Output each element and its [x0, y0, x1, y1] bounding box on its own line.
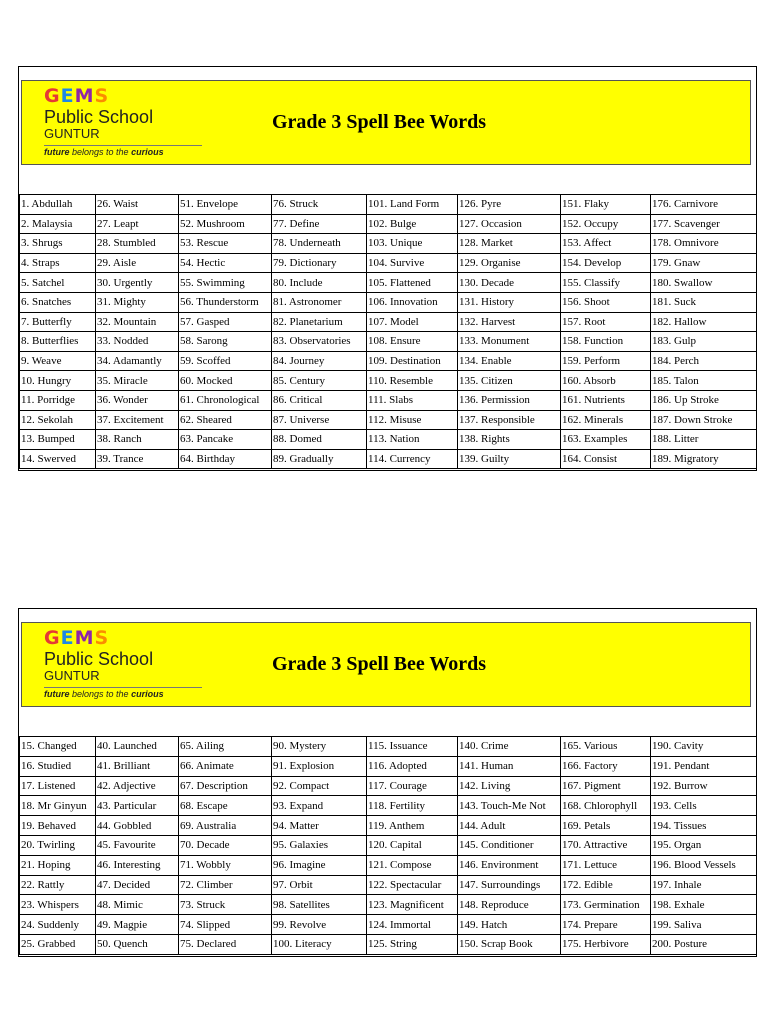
school-city: GUNTUR	[44, 126, 100, 141]
word-cell: 61. Chronological	[179, 390, 272, 410]
word-cell: 25. Grabbed	[20, 934, 96, 954]
gems-logo-icon: GEMS	[44, 85, 110, 107]
word-cell: 169. Petals	[561, 816, 651, 836]
word-cell: 165. Various	[561, 737, 651, 757]
word-cell: 8. Butterflies	[20, 332, 96, 352]
word-cell: 12. Sekolah	[20, 410, 96, 430]
word-cell: 55. Swimming	[179, 273, 272, 293]
table-row	[20, 273, 757, 293]
word-cell: 83. Observatories	[272, 332, 367, 352]
word-cell: 153. Affect	[561, 234, 651, 254]
word-cell: 141. Human	[458, 756, 561, 776]
table-row	[20, 796, 757, 816]
table-row	[20, 332, 757, 352]
word-cell: 171. Lettuce	[561, 855, 651, 875]
word-cell: 44. Gobbled	[96, 816, 179, 836]
school-city: GUNTUR	[44, 668, 100, 683]
table-row	[20, 776, 757, 796]
word-cell: 53. Rescue	[179, 234, 272, 254]
word-cell: 91. Explosion	[272, 756, 367, 776]
word-cell: 74. Slipped	[179, 915, 272, 935]
word-cell: 174. Prepare	[561, 915, 651, 935]
word-cell: 101. Land Form	[367, 195, 458, 215]
word-cell: 36. Wonder	[96, 390, 179, 410]
school-logo	[44, 628, 204, 703]
word-cell: 29. Aisle	[96, 253, 179, 273]
table-row	[20, 312, 757, 332]
word-cell: 4. Straps	[20, 253, 96, 273]
word-cell: 168. Chlorophyll	[561, 796, 651, 816]
word-cell: 139. Guilty	[458, 449, 561, 469]
word-cell: 16. Studied	[20, 756, 96, 776]
table-row	[20, 253, 757, 273]
table-row	[20, 195, 757, 215]
word-cell: 183. Gulp	[651, 332, 757, 352]
table-row	[20, 410, 757, 430]
table-row	[20, 895, 757, 915]
table-row	[20, 430, 757, 450]
word-cell: 116. Adopted	[367, 756, 458, 776]
page-title: Grade 3 Spell Bee Words	[272, 111, 487, 133]
word-cell: 13. Bumped	[20, 430, 96, 450]
word-cell: 6. Snatches	[20, 292, 96, 312]
word-cell: 60. Mocked	[179, 371, 272, 391]
word-cell: 115. Issuance	[367, 737, 458, 757]
word-cell: 63. Pancake	[179, 430, 272, 450]
word-cell: 34. Adamantly	[96, 351, 179, 371]
word-cell: 92. Compact	[272, 776, 367, 796]
word-cell: 24. Suddenly	[20, 915, 96, 935]
word-cell: 79. Dictionary	[272, 253, 367, 273]
word-cell: 35. Miracle	[96, 371, 179, 391]
word-cell: 54. Hectic	[179, 253, 272, 273]
word-cell: 191. Pendant	[651, 756, 757, 776]
word-cell: 114. Currency	[367, 449, 458, 469]
table-row	[20, 449, 757, 469]
word-cell: 37. Excitement	[96, 410, 179, 430]
word-cell: 42. Adjective	[96, 776, 179, 796]
word-cell: 182. Hallow	[651, 312, 757, 332]
word-cell: 149. Hatch	[458, 915, 561, 935]
word-cell: 160. Absorb	[561, 371, 651, 391]
word-cell: 188. Litter	[651, 430, 757, 450]
word-cell: 110. Resemble	[367, 371, 458, 391]
word-cell: 33. Nodded	[96, 332, 179, 352]
word-cell: 189. Migratory	[651, 449, 757, 469]
word-cell: 3. Shrugs	[20, 234, 96, 254]
word-cell: 103. Unique	[367, 234, 458, 254]
page-title: Grade 3 Spell Bee Words	[272, 653, 487, 675]
word-cell: 69. Australia	[179, 816, 272, 836]
word-cell: 15. Changed	[20, 737, 96, 757]
word-cell: 75. Declared	[179, 934, 272, 954]
word-cell: 119. Anthem	[367, 816, 458, 836]
word-cell: 126. Pyre	[458, 195, 561, 215]
word-cell: 125. String	[367, 934, 458, 954]
word-cell: 26. Waist	[96, 195, 179, 215]
word-cell: 43. Particular	[96, 796, 179, 816]
word-cell: 105. Flattened	[367, 273, 458, 293]
word-cell: 107. Model	[367, 312, 458, 332]
word-cell: 120. Capital	[367, 835, 458, 855]
word-cell: 85. Century	[272, 371, 367, 391]
word-cell: 123. Magnificent	[367, 895, 458, 915]
word-cell: 7. Butterfly	[20, 312, 96, 332]
word-cell: 90. Mystery	[272, 737, 367, 757]
word-cell: 132. Harvest	[458, 312, 561, 332]
word-cell: 82. Planetarium	[272, 312, 367, 332]
word-cell: 46. Interesting	[96, 855, 179, 875]
word-cell: 100. Literacy	[272, 934, 367, 954]
word-cell: 181. Suck	[651, 292, 757, 312]
word-cell: 195. Organ	[651, 835, 757, 855]
word-cell: 57. Gasped	[179, 312, 272, 332]
word-cell: 187. Down Stroke	[651, 410, 757, 430]
word-cell: 140. Crime	[458, 737, 561, 757]
header-banner	[21, 622, 751, 707]
word-cell: 21. Hoping	[20, 855, 96, 875]
word-cell: 144. Adult	[458, 816, 561, 836]
word-cell: 157. Root	[561, 312, 651, 332]
word-cell: 19. Behaved	[20, 816, 96, 836]
table-row	[20, 934, 757, 954]
word-cell: 172. Edible	[561, 875, 651, 895]
school-name: Public School	[44, 649, 154, 669]
word-cell: 198. Exhale	[651, 895, 757, 915]
word-cell: 184. Perch	[651, 351, 757, 371]
word-cell: 70. Decade	[179, 835, 272, 855]
word-cell: 143. Touch-Me Not	[458, 796, 561, 816]
word-cell: 47. Decided	[96, 875, 179, 895]
word-cell: 128. Market	[458, 234, 561, 254]
word-cell: 102. Bulge	[367, 214, 458, 234]
word-cell: 124. Immortal	[367, 915, 458, 935]
word-cell: 127. Occasion	[458, 214, 561, 234]
word-cell: 117. Courage	[367, 776, 458, 796]
table-row	[20, 915, 757, 935]
word-cell: 167. Pigment	[561, 776, 651, 796]
word-cell: 161. Nutrients	[561, 390, 651, 410]
word-cell: 87. Universe	[272, 410, 367, 430]
word-cell: 112. Misuse	[367, 410, 458, 430]
word-cell: 158. Function	[561, 332, 651, 352]
word-cell: 9. Weave	[20, 351, 96, 371]
word-cell: 200. Posture	[651, 934, 757, 954]
spell-bee-sheet-2	[18, 608, 757, 957]
word-cell: 51. Envelope	[179, 195, 272, 215]
word-cell: 10. Hungry	[20, 371, 96, 391]
word-cell: 45. Favourite	[96, 835, 179, 855]
table-row	[20, 835, 757, 855]
word-cell: 177. Scavenger	[651, 214, 757, 234]
word-cell: 135. Citizen	[458, 371, 561, 391]
table-row	[20, 756, 757, 776]
word-cell: 194. Tissues	[651, 816, 757, 836]
table-row	[20, 292, 757, 312]
word-cell: 108. Ensure	[367, 332, 458, 352]
table-row	[20, 737, 757, 757]
word-cell: 73. Struck	[179, 895, 272, 915]
school-tagline: future belongs to the curious	[44, 689, 164, 699]
word-cell: 136. Permission	[458, 390, 561, 410]
word-cell: 68. Escape	[179, 796, 272, 816]
word-cell: 137. Responsible	[458, 410, 561, 430]
word-table	[19, 736, 757, 955]
word-cell: 23. Whispers	[20, 895, 96, 915]
word-cell: 20. Twirling	[20, 835, 96, 855]
word-cell: 31. Mighty	[96, 292, 179, 312]
word-cell: 62. Sheared	[179, 410, 272, 430]
word-cell: 154. Develop	[561, 253, 651, 273]
word-cell: 18. Mr Ginyun	[20, 796, 96, 816]
word-cell: 14. Swerved	[20, 449, 96, 469]
word-cell: 151. Flaky	[561, 195, 651, 215]
word-cell: 133. Monument	[458, 332, 561, 352]
word-cell: 96. Imagine	[272, 855, 367, 875]
word-cell: 162. Minerals	[561, 410, 651, 430]
word-cell: 50. Quench	[96, 934, 179, 954]
word-cell: 148. Reproduce	[458, 895, 561, 915]
word-cell: 65. Ailing	[179, 737, 272, 757]
school-logo	[44, 86, 204, 161]
word-cell: 72. Climber	[179, 875, 272, 895]
word-cell: 199. Saliva	[651, 915, 757, 935]
word-cell: 84. Journey	[272, 351, 367, 371]
word-cell: 66. Animate	[179, 756, 272, 776]
school-name: Public School	[44, 107, 154, 127]
word-cell: 78. Underneath	[272, 234, 367, 254]
word-cell: 52. Mushroom	[179, 214, 272, 234]
word-cell: 80. Include	[272, 273, 367, 293]
word-cell: 5. Satchel	[20, 273, 96, 293]
word-cell: 86. Critical	[272, 390, 367, 410]
word-cell: 180. Swallow	[651, 273, 757, 293]
spell-bee-sheet-1	[18, 66, 757, 471]
word-cell: 113. Nation	[367, 430, 458, 450]
word-cell: 186. Up Stroke	[651, 390, 757, 410]
word-cell: 156. Shoot	[561, 292, 651, 312]
word-cell: 48. Mimic	[96, 895, 179, 915]
school-tagline: future belongs to the curious	[44, 147, 164, 157]
word-cell: 27. Leapt	[96, 214, 179, 234]
table-row	[20, 214, 757, 234]
word-cell: 93. Expand	[272, 796, 367, 816]
table-row	[20, 390, 757, 410]
word-cell: 28. Stumbled	[96, 234, 179, 254]
word-cell: 89. Gradually	[272, 449, 367, 469]
table-row	[20, 371, 757, 391]
word-cell: 1. Abdullah	[20, 195, 96, 215]
word-cell: 163. Examples	[561, 430, 651, 450]
table-row	[20, 351, 757, 371]
word-cell: 81. Astronomer	[272, 292, 367, 312]
word-cell: 99. Revolve	[272, 915, 367, 935]
word-cell: 106. Innovation	[367, 292, 458, 312]
word-cell: 166. Factory	[561, 756, 651, 776]
word-cell: 197. Inhale	[651, 875, 757, 895]
table-row	[20, 875, 757, 895]
word-cell: 159. Perform	[561, 351, 651, 371]
word-cell: 98. Satellites	[272, 895, 367, 915]
word-cell: 56. Thunderstorm	[179, 292, 272, 312]
word-cell: 77. Define	[272, 214, 367, 234]
word-cell: 142. Living	[458, 776, 561, 796]
header-banner	[21, 80, 751, 165]
word-cell: 22. Rattly	[20, 875, 96, 895]
word-cell: 38. Ranch	[96, 430, 179, 450]
word-cell: 146. Environment	[458, 855, 561, 875]
word-cell: 173. Germination	[561, 895, 651, 915]
word-cell: 134. Enable	[458, 351, 561, 371]
word-cell: 175. Herbivore	[561, 934, 651, 954]
word-cell: 164. Consist	[561, 449, 651, 469]
word-cell: 58. Sarong	[179, 332, 272, 352]
word-cell: 71. Wobbly	[179, 855, 272, 875]
word-cell: 109. Destination	[367, 351, 458, 371]
word-cell: 147. Surroundings	[458, 875, 561, 895]
word-cell: 88. Domed	[272, 430, 367, 450]
word-cell: 185. Talon	[651, 371, 757, 391]
word-cell: 179. Gnaw	[651, 253, 757, 273]
word-table-body	[20, 737, 757, 955]
word-table	[19, 194, 757, 469]
word-cell: 111. Slabs	[367, 390, 458, 410]
table-row	[20, 816, 757, 836]
word-cell: 129. Organise	[458, 253, 561, 273]
word-cell: 40. Launched	[96, 737, 179, 757]
word-cell: 178. Omnivore	[651, 234, 757, 254]
word-table-body	[20, 195, 757, 469]
word-cell: 39. Trance	[96, 449, 179, 469]
word-cell: 97. Orbit	[272, 875, 367, 895]
word-cell: 130. Decade	[458, 273, 561, 293]
word-cell: 94. Matter	[272, 816, 367, 836]
word-cell: 193. Cells	[651, 796, 757, 816]
word-cell: 121. Compose	[367, 855, 458, 875]
word-cell: 152. Occupy	[561, 214, 651, 234]
word-cell: 11. Porridge	[20, 390, 96, 410]
word-cell: 118. Fertility	[367, 796, 458, 816]
word-cell: 150. Scrap Book	[458, 934, 561, 954]
table-row	[20, 234, 757, 254]
word-cell: 155. Classify	[561, 273, 651, 293]
word-cell: 196. Blood Vessels	[651, 855, 757, 875]
word-cell: 49. Magpie	[96, 915, 179, 935]
word-cell: 122. Spectacular	[367, 875, 458, 895]
word-cell: 176. Carnivore	[651, 195, 757, 215]
word-cell: 59. Scoffed	[179, 351, 272, 371]
word-cell: 17. Listened	[20, 776, 96, 796]
word-cell: 2. Malaysia	[20, 214, 96, 234]
word-cell: 170. Attractive	[561, 835, 651, 855]
word-cell: 41. Brilliant	[96, 756, 179, 776]
word-cell: 64. Birthday	[179, 449, 272, 469]
word-cell: 190. Cavity	[651, 737, 757, 757]
word-cell: 95. Galaxies	[272, 835, 367, 855]
table-row	[20, 855, 757, 875]
word-cell: 76. Struck	[272, 195, 367, 215]
word-cell: 104. Survive	[367, 253, 458, 273]
word-cell: 131. History	[458, 292, 561, 312]
gems-logo-icon: GEMS	[44, 627, 110, 649]
word-cell: 145. Conditioner	[458, 835, 561, 855]
word-cell: 67. Description	[179, 776, 272, 796]
word-cell: 138. Rights	[458, 430, 561, 450]
word-cell: 192. Burrow	[651, 776, 757, 796]
word-cell: 30. Urgently	[96, 273, 179, 293]
word-cell: 32. Mountain	[96, 312, 179, 332]
